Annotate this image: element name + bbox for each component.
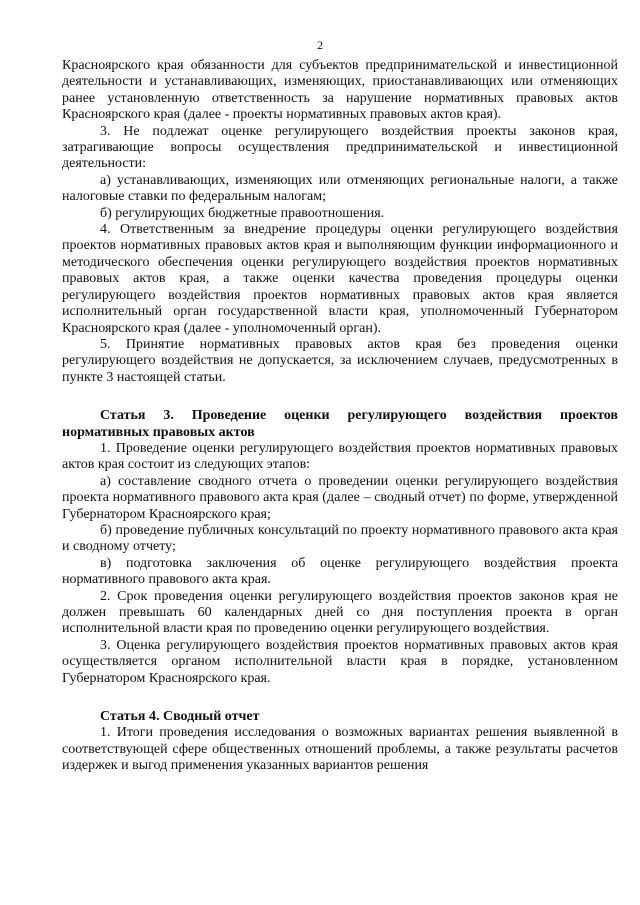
article-3-subitem-v: в) подготовка заключения об оценке регулирующего воздействия проекта нормативного правового акта края. — [62, 555, 618, 588]
article-3-subitem-a: а) составление сводного отчета о проведении оценки регулирующего воздействия проекта нормативного правового акта края (далее – сводный отчет) по форме, утвержденной Губернатором Красноярского края; — [62, 473, 618, 522]
article-3-subitem-b: б) проведение публичных консультаций по проекту нормативного правового акта края и сводному отчету; — [62, 522, 618, 555]
paragraph-item-4: 4. Ответственным за внедрение процедуры оценки регулирующего воздействия проектов нормативных правовых актов края и выполняющим функции информационного и методического обеспечения оценки регулирующего воздействия проектов нормативных правовых актов края, а также оценки качества проведения процедуры оценки регулирующего воздействия проектов нормативных правовых актов края является исполнительный орган государственной власти края, уполномоченный Губернатором Красноярского края (далее - уполномоченный орган). — [62, 222, 618, 336]
document-body — [62, 58, 618, 775]
article-4-item-1: 1. Итоги проведения исследования о возможных вариантах решения выявленной в соответствующей сфере общественных отношений проблемы, а также результаты расчетов издержек и выгод применения указанных вариантов решения — [62, 725, 618, 774]
paragraph-continuation: Красноярского края обязанности для субъектов предпринимательской и инвестиционной деятельности и устанавливающих, изменяющих, приостанавливающих или отменяющих ранее установленную ответственность за нарушение нормативных правовых актов Красноярского края (далее - проекты нормативных правовых актов края). — [62, 58, 618, 123]
paragraph-subitem-a: а) устанавливающих, изменяющих или отменяющих региональные налоги, а также налоговые ставки по федеральным налогам; — [62, 172, 618, 205]
page-number: 2 — [317, 38, 323, 52]
article-3-heading: Статья 3. Проведение оценки регулирующего воздействия проектов нормативных правовых актов — [62, 408, 618, 440]
paragraph-item-5: 5. Принятие нормативных правовых актов края без проведения оценки регулирующего воздействия не допускается, за исключением случаев, предусмотренных в пункте 3 настоящей статьи. — [62, 336, 618, 385]
article-3-item-2: 2. Срок проведения оценки регулирующего воздействия проектов законов края не должен превышать 60 календарных дней со дня поступления проекта в орган исполнительной власти края по проведению оценки регулирующего воздействия. — [62, 588, 618, 637]
article-4-heading: Статья 4. Сводный отчет — [100, 709, 260, 725]
article-3-item-3: 3. Оценка регулирующего воздействия проектов нормативных правовых актов края осуществляется органом исполнительной власти края в порядке, установленном Губернатором Красноярского края. — [62, 637, 618, 686]
article-3-item-1: 1. Проведение оценки регулирующего воздействия проектов нормативных правовых актов края состоит из следующих этапов: — [62, 440, 618, 473]
paragraph-item-3: 3. Не подлежат оценке регулирующего воздействия проекты законов края, затрагивающие вопросы осуществления предпринимательской и инвестиционной деятельности: — [62, 123, 618, 172]
paragraph-subitem-b: б) регулирующих бюджетные правоотношения. — [100, 205, 385, 221]
